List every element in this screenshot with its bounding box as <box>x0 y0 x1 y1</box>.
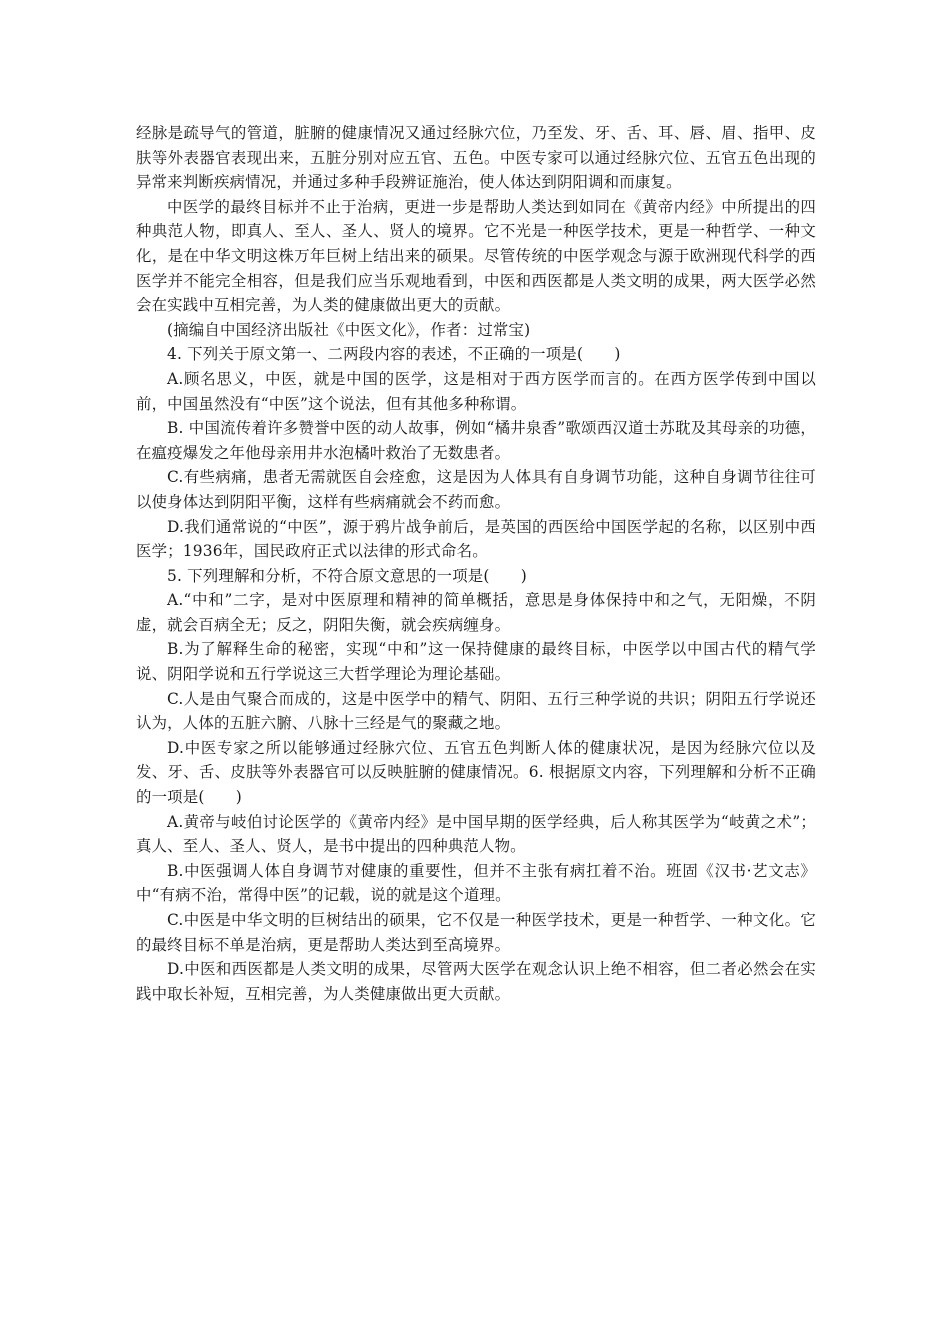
question-5-option-a: A.“中和”二字，是对中医原理和精神的简单概括，意思是身体保持中和之气，无阳燥，不阴虚，就会百病全无；反之，阴阳失衡，就会疾病缠身。 <box>136 591 816 634</box>
paragraph-2: 中医学的最终目标并不止于治病，更进一步是帮助人类达到如同在《黄帝内经》中所提出的四种典范人物，即真人、至人、圣人、贤人的境界。它不光是一种医学技术，更是一种哲学、一种文化，是在中华文明这株万年巨树上结出来的硕果。尽管传统的中医学观念与源于欧洲现代科学的西医学并不能完全相容，但是我们应当乐观地看到，中医和西医都是人类文明的成果，两大医学必然会在实践中互相完善，为人类的健康做出更大的贡献。 <box>136 197 816 315</box>
question-5-option-d: D.中医专家之所以能够通过经脉穴位、五官五色判断人体的健康状况，是因为经脉穴位以及发、牙、舌、皮肤等外表器官可以反映脏腑的健康情况。6. 根据原文内容，下列理解和分析不正确的一项是( ) <box>136 738 816 807</box>
question-6-option-b: B.中医强调人体自身调节对健康的重要性，但并不主张有病扛着不治。班固《汉书·艺文志》中“有病不治，常得中医”的记载，说的就是这个道理。 <box>136 861 816 905</box>
question-5-stem: 5. 下列理解和分析，不符合原文意思的一项是( ) <box>167 566 527 585</box>
question-4-option-a: A.顾名思义，中医，就是中国的医学，这是相对于西方医学而言的。在西方医学传到中国以前，中国虽然没有“中医”这个说法，但有其他多种称谓。 <box>136 369 816 413</box>
question-6-option-a: A.黄帝与岐伯讨论医学的《黄帝内经》是中国早期的医学经典，后人称其医学为“岐黄之术”；真人、至人、圣人、贤人，是书中提出的四种典范人物。 <box>136 812 816 856</box>
question-6-option-c: C.中医是中华文明的巨树结出的硕果，它不仅是一种医学技术，更是一种哲学、一种文化。它的最终目标不单是治病，更是帮助人类达到至高境界。 <box>136 911 816 954</box>
document-body <box>136 121 816 1006</box>
question-5-option-c: C.人是由气聚合而成的，这是中医学中的精气、阴阳、五行三种学说的共识；阴阳五行学说还认为，人体的五脏六腑、八脉十三经是气的聚藏之地。 <box>136 689 816 733</box>
source-citation: (摘编自中国经济出版社《中医文化》，作者：过常宝) <box>167 320 531 339</box>
question-6-option-d: D.中医和西医都是人类文明的成果，尽管两大医学在观念认识上绝不相容，但二者必然会在实践中取长补短，互相完善，为人类健康做出更大贡献。 <box>136 960 816 1003</box>
question-5-option-b: B.为了解释生命的秘密，实现“中和”这一保持健康的最终目标，中医学以中国古代的精气学说、阴阳学说和五行学说这三大哲学理论为理论基础。 <box>136 640 816 684</box>
question-4-option-c: C.有些病痛，患者无需就医自会痊愈，这是因为人体具有自身调节功能，这种自身调节往往可以使身体达到阴阳平衡，这样有些病痛就会不药而愈。 <box>136 468 816 511</box>
question-4-option-b: B. 中国流传着许多赞誉中医的动人故事，例如“橘井泉香”歌颂西汉道士苏耽及其母亲的功德，在瘟疫爆发之年他母亲用井水泡橘叶救治了无数患者。 <box>136 419 816 462</box>
question-4-option-d: D.我们通常说的“中医”，源于鸦片战争前后，是英国的西医给中国医学起的名称，以区别中西医学；1936年，国民政府正式以法律的形式命名。 <box>136 517 816 561</box>
paragraph-1: 经脉是疏导气的管道，脏腑的健康情况又通过经脉穴位，乃至发、牙、舌、耳、唇、眉、指甲、皮肤等外表器官表现出来，五脏分别对应五官、五色。中医专家可以通过经脉穴位、五官五色出现的异常来判断疾病情况，并通过多种手段辨证施治，使人体达到阴阳调和而康复。 <box>136 124 816 192</box>
question-4-stem: 4. 下列关于原文第一、二两段内容的表述，不正确的一项是( ) <box>167 345 621 364</box>
